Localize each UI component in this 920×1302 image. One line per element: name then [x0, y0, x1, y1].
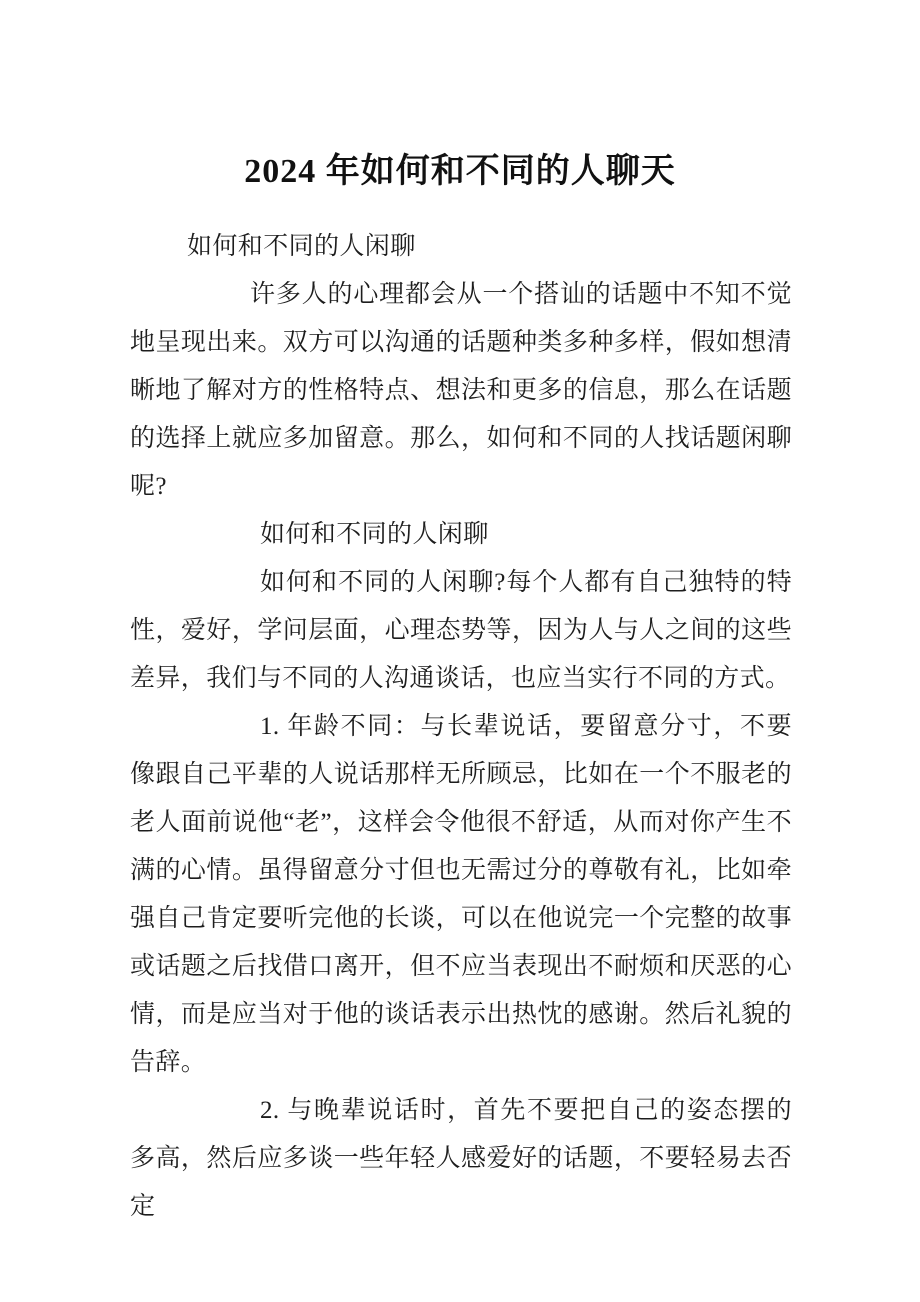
paragraph-point-2: 2. 与晚辈说话时，首先不要把自己的姿态摆的多高，然后应多谈一些年轻人感爱好的话题，不要轻易去否定 — [130, 1097, 792, 1220]
paragraph-section-heading: 如何和不同的人闲聊 — [260, 521, 489, 548]
paragraph-intro: 许多人的心理都会从一个搭讪的话题中不知不觉地呈现出来。双方可以沟通的话题种类多种多样，假如想清晰地了解对方的性格特点、想法和更多的信息，那么在话题的选择上就应多加留意。那么，如何和不同的人找话题闲聊呢? — [130, 281, 792, 500]
paragraph-subtitle: 如何和不同的人闲聊 — [187, 233, 416, 260]
paragraph-point-1: 1. 年龄不同：与长辈说话，要留意分寸，不要像跟自己平辈的人说话那样无所顾忌，比如在一个不服老的老人面前说他“老”，这样会令他很不舒适，从而对你产生不满的心情。虽得留意分寸但也无需过分的尊敬有礼，比如牵强自己肯定要听完他的长谈，可以在他说完一个完整的故事或话题之后找借口离开，但不应当表现出不耐烦和厌恶的心情，而是应当对于他的谈话表示出热忱的感谢。然后礼貌的告辞。 — [130, 713, 792, 1076]
paragraph-overview: 如何和不同的人闲聊?每个人都有自己独特的特性，爱好，学问层面，心理态势等，因为人与人之间的这些差异，我们与不同的人沟通谈话，也应当实行不同的方式。 — [130, 569, 792, 692]
document-body — [130, 223, 792, 1231]
document-title: 2024 年如何和不同的人聊天 — [244, 153, 676, 190]
